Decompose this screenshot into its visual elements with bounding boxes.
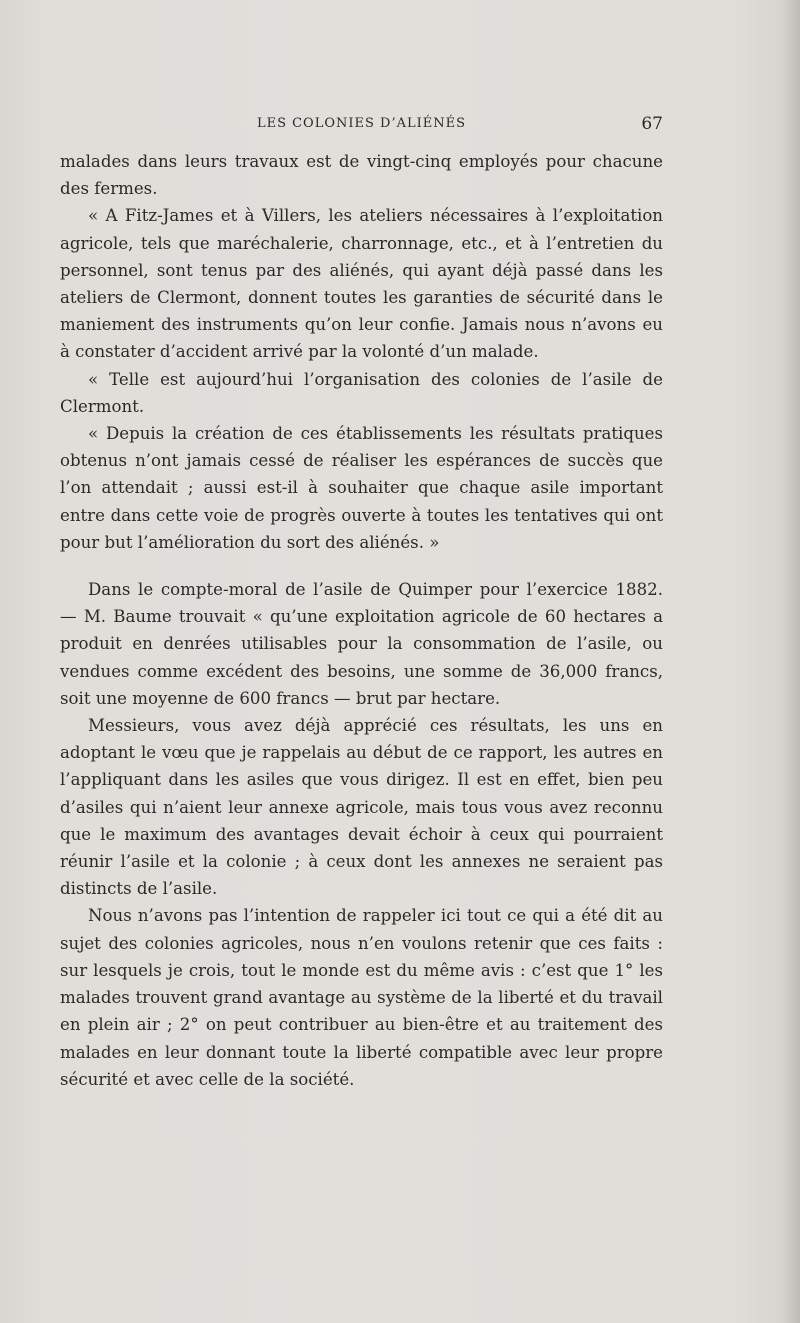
paragraph-quimper: Dans le compte-moral de l’asile de Quimper pour l’exercice 1882. — M. Baume trouvait « qu’une exploitation agricole de 60 hectares a produit en denrées utilisables pour la consommation de l’asile, ou vendues comme excédent des besoins, une somme de 36,000 francs, soit une moyenne de 600 francs — brut par hectare. [60, 580, 663, 708]
paragraph-quote-ateliers: « A Fitz-James et à Villers, les ateliers nécessaires à l’exploitation agricole, tels que maréchalerie, charronnage, etc., et à l’entretien du personnel, sont tenus par des aliénés, qui ayant déjà passé dans les ateliers de Clermont, donnent toutes les garanties de sécurité dans le maniement des instruments qu’on leur confie. Jamais nous n’avons eu à constater d’accident arrivé par la volonté d’un malade. [60, 206, 663, 362]
paragraph-quote-resultats: « Depuis la création de ces établissements les résultats pratiques obtenus n’ont jamais cessé de réaliser les espérances de succès que l’on attendait ; aussi est-il à souhaiter que chaque asile important entre dans cette voie de progrès ouverte à toutes les tentatives qui ont pour but l’amélioration du sort des aliénés. » [60, 424, 663, 552]
paragraph-quote-organisation: « Telle est aujourd’hui l’organisation des colonies de l’asile de Clermont. [60, 369, 663, 416]
paragraph-messieurs: Messieurs, vous avez déjà apprécié ces résultats, les uns en adoptant le vœu que je rappelais au début de ce rapport, les autres en l’appliquant dans les asiles que vous dirigez. Il est en effet, bien peu d’asiles qui n’aient leur annexe agricole, mais tous vous avez reconnu que le maximum des avantages devait échoir à ceux qui pourraient réunir l’asile et la colonie ; à ceux dont les annexes ne seraient pas distincts de l’asile. [60, 716, 663, 899]
paragraph-continuation: malades dans leurs travaux est de vingt-cinq employés pour chacune des fermes. [60, 152, 663, 199]
running-title: LES COLONIES D’ALIÉNÉS [256, 116, 467, 131]
body-text [60, 148, 663, 1093]
page-edge-shadow [782, 0, 800, 1323]
paragraph-conclusion: Nous n’avons pas l’intention de rappeler ici tout ce qui a été dit au sujet des colonies agricoles, nous n’en voulons retenir que ces faits : sur lesquels je crois, tout le monde est du même avis : c’est que 1° les malades trouvent grand avantage au système de la liberté et du travail en plein air ; 2° on peut contribuer au bien-être et au traitement des malades en leur donnant toute la liberté compatible avec leur propre sécurité et avec celle de la société. [60, 906, 663, 1089]
page-header [60, 116, 663, 136]
page-number: 67 [641, 114, 663, 134]
